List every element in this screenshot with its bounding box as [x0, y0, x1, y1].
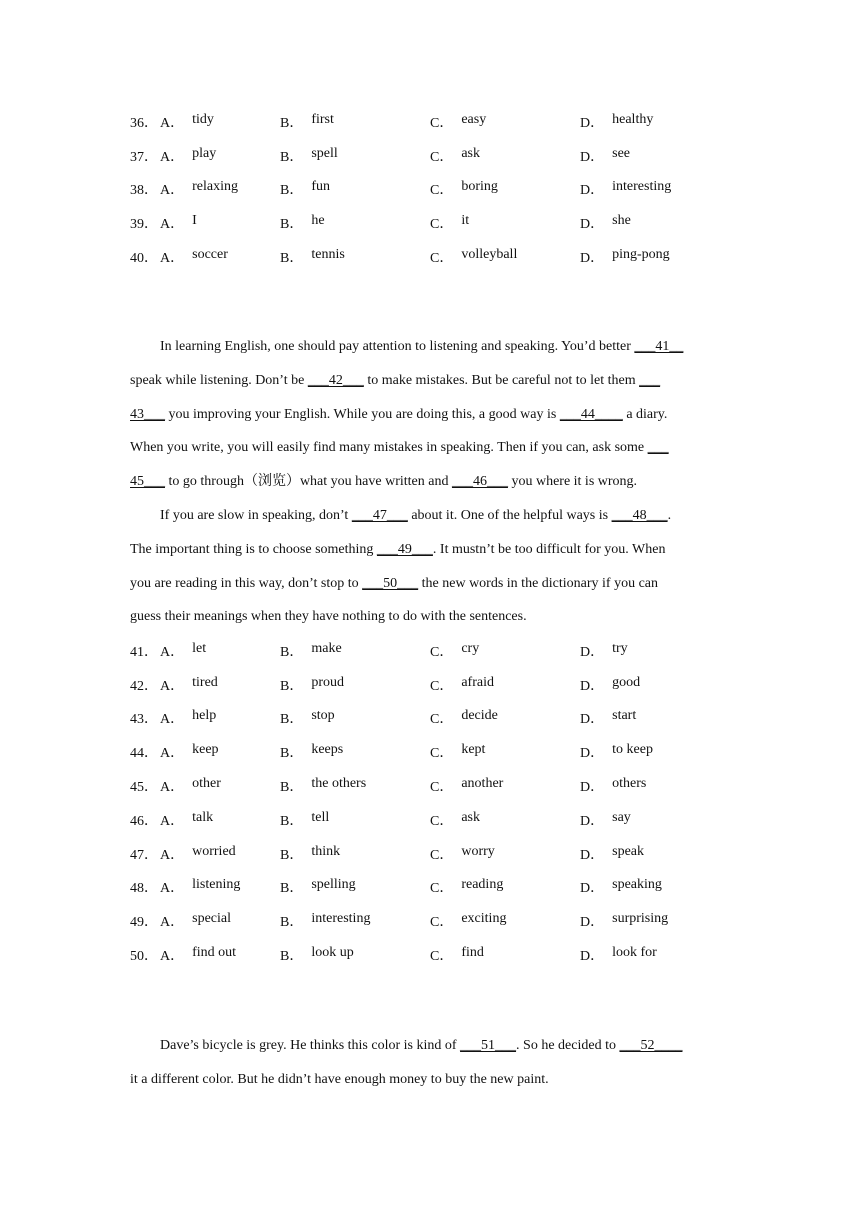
passage-line	[130, 398, 730, 432]
option-c	[430, 213, 580, 233]
option-text: find	[461, 945, 484, 961]
option-text: other	[192, 776, 221, 792]
question-row	[130, 735, 730, 769]
option-letter: C．	[430, 847, 454, 863]
blank-43-start: ___	[639, 372, 661, 388]
passage-text: If you are slow in speaking, don’t	[160, 507, 352, 523]
option-c	[430, 146, 580, 166]
option-letter: A．	[160, 949, 185, 965]
option-text: I	[192, 213, 197, 229]
passage-text: The important thing is to choose something	[130, 541, 377, 557]
question-number: 40．	[130, 251, 158, 267]
option-letter: A．	[160, 115, 185, 131]
option-letter: A．	[160, 780, 185, 796]
option-a	[160, 247, 280, 267]
option-b	[280, 877, 430, 897]
option-text: tennis	[311, 247, 345, 263]
option-d	[580, 641, 730, 661]
option-a	[160, 776, 280, 796]
option-c	[430, 844, 580, 864]
option-text: help	[192, 708, 217, 724]
option-letter: D．	[580, 149, 605, 165]
passage-3	[130, 1029, 730, 1097]
option-letter: C．	[430, 644, 454, 660]
option-text: listening	[192, 877, 241, 893]
question-number: 49．	[130, 915, 158, 931]
question-number: 44．	[130, 746, 158, 762]
option-text: good	[612, 674, 641, 690]
option-letter: D．	[580, 712, 605, 728]
option-text: keeps	[311, 742, 344, 758]
option-c	[430, 708, 580, 728]
passage-line	[130, 567, 730, 601]
option-letter: C．	[430, 881, 454, 897]
question-number: 50．	[130, 949, 158, 965]
option-b	[280, 675, 430, 695]
option-letter: A．	[160, 149, 185, 165]
option-d	[580, 945, 730, 965]
option-d	[580, 179, 730, 199]
option-letter: A．	[160, 847, 185, 863]
option-a	[160, 675, 280, 695]
option-text: ask	[461, 145, 481, 161]
option-a	[160, 945, 280, 965]
option-text: another	[461, 776, 504, 792]
option-d	[580, 877, 730, 897]
option-d	[580, 675, 730, 695]
option-letter: A．	[160, 746, 185, 762]
question-row	[130, 904, 730, 938]
option-b	[280, 810, 430, 830]
option-text: keep	[192, 742, 219, 758]
option-c	[430, 247, 580, 267]
question-row	[130, 871, 730, 905]
blank-45-start: ___	[647, 440, 669, 456]
passage-text: the new words in the dictionary if you can	[418, 575, 659, 591]
question-number: 36．	[130, 115, 158, 131]
passage-text: . It mustn’t be too difficult for you. When	[432, 541, 666, 557]
option-text: exciting	[461, 911, 507, 927]
option-text: kept	[461, 742, 486, 758]
option-d	[580, 146, 730, 166]
passage-text: speak while listening. Don’t be	[130, 372, 308, 388]
blank-45: 45___	[130, 474, 165, 490]
option-text: cry	[461, 640, 480, 656]
option-text: healthy	[612, 111, 654, 127]
question-row	[130, 240, 730, 274]
option-b	[280, 776, 430, 796]
option-text: look up	[311, 945, 354, 961]
option-letter: B．	[280, 149, 304, 165]
question-row	[130, 837, 730, 871]
question-row	[130, 803, 730, 837]
option-letter: B．	[280, 949, 304, 965]
option-letter: D．	[580, 915, 605, 931]
passage-2	[130, 330, 730, 634]
passage-text: about it. One of the helpful ways is	[407, 507, 612, 523]
option-d	[580, 844, 730, 864]
option-letter: C．	[430, 746, 454, 762]
blank-43: 43___	[130, 406, 165, 422]
passage-line	[130, 1063, 730, 1097]
option-text: play	[192, 145, 217, 161]
question-number: 43．	[130, 712, 158, 728]
passage-text: In learning English, one should pay attention to listening and speaking. You’d better	[160, 339, 635, 354]
option-c	[430, 112, 580, 132]
question-row	[130, 938, 730, 972]
option-text: easy	[461, 111, 487, 127]
option-c	[430, 742, 580, 762]
passage-line	[130, 600, 730, 634]
option-text: talk	[192, 809, 214, 825]
option-letter: D．	[580, 644, 605, 660]
option-letter: B．	[280, 115, 304, 131]
option-letter: B．	[280, 678, 304, 694]
option-b	[280, 247, 430, 267]
blank-48: ___48___	[611, 507, 668, 523]
option-text: start	[612, 708, 637, 724]
option-text: afraid	[461, 674, 494, 690]
option-text: make	[311, 640, 342, 656]
passage-text: it a different color. But he didn’t have enough money to buy the new paint.	[130, 1071, 549, 1087]
option-text: to keep	[612, 742, 653, 758]
passage-text: . So he decided to	[516, 1038, 620, 1053]
option-text: fun	[311, 179, 331, 195]
option-a	[160, 877, 280, 897]
option-text: interesting	[311, 911, 371, 927]
blank-46: ___46___	[451, 474, 508, 490]
passage-text: When you write, you will easily find many mistakes in speaking. Then if you can, ask some	[130, 440, 648, 456]
question-number: 48．	[130, 881, 158, 897]
option-b	[280, 179, 430, 199]
question-row	[130, 668, 730, 702]
option-letter: D．	[580, 183, 605, 199]
option-text: decide	[461, 708, 498, 724]
option-text: soccer	[192, 247, 228, 263]
options-41-50	[130, 634, 730, 972]
option-letter: C．	[430, 712, 454, 728]
option-text: worried	[192, 843, 236, 859]
option-b	[280, 742, 430, 762]
option-letter: A．	[160, 644, 185, 660]
option-letter: C．	[430, 813, 454, 829]
passage-text: you improving your English. While you are doing this, a good way is	[165, 406, 560, 422]
passage-text: guess their meanings when they have nothing to do with the sentences.	[130, 609, 527, 625]
option-a	[160, 844, 280, 864]
option-text: speaking	[612, 877, 662, 893]
option-a	[160, 112, 280, 132]
option-a	[160, 641, 280, 661]
question-number: 46．	[130, 813, 158, 829]
option-letter: D．	[580, 780, 605, 796]
option-a	[160, 708, 280, 728]
option-text: others	[612, 776, 647, 792]
passage-line	[130, 1029, 730, 1063]
question-number: 41．	[130, 644, 158, 660]
option-text: boring	[461, 179, 498, 195]
option-a	[160, 810, 280, 830]
option-c	[430, 945, 580, 965]
option-text: tell	[311, 809, 330, 825]
option-text: relaxing	[192, 179, 238, 195]
option-text: tired	[192, 674, 218, 690]
option-a	[160, 213, 280, 233]
option-letter: D．	[580, 115, 605, 131]
blank-44: ___44____	[559, 406, 623, 422]
option-b	[280, 844, 430, 864]
option-letter: A．	[160, 712, 185, 728]
option-d	[580, 247, 730, 267]
option-text: the others	[311, 776, 367, 792]
option-letter: B．	[280, 183, 304, 199]
option-letter: A．	[160, 881, 185, 897]
option-letter: C．	[430, 149, 454, 165]
option-text: ask	[461, 809, 481, 825]
question-number: 45．	[130, 780, 158, 796]
option-text: worry	[461, 843, 495, 859]
question-row	[130, 105, 730, 139]
option-b	[280, 112, 430, 132]
blank-52: ___52____	[619, 1038, 683, 1053]
option-c	[430, 810, 580, 830]
option-b	[280, 945, 430, 965]
passage-line	[130, 330, 730, 364]
option-text: spell	[311, 145, 338, 161]
option-letter: C．	[430, 949, 454, 965]
option-letter: B．	[280, 780, 304, 796]
option-letter: B．	[280, 813, 304, 829]
option-letter: D．	[580, 251, 605, 267]
blank-49: ___49___	[376, 541, 433, 557]
option-c	[430, 641, 580, 661]
option-d	[580, 911, 730, 931]
blank-47: ___47___	[351, 507, 408, 523]
option-letter: D．	[580, 881, 605, 897]
option-text: think	[311, 843, 341, 859]
option-text: proud	[311, 674, 345, 690]
question-number: 39．	[130, 217, 158, 233]
option-letter: D．	[580, 746, 605, 762]
option-text: tidy	[192, 111, 214, 127]
option-letter: A．	[160, 183, 185, 199]
option-letter: A．	[160, 217, 185, 233]
passage-text: to go through（浏览）what you have written and	[165, 474, 452, 490]
option-b	[280, 146, 430, 166]
option-text: surprising	[612, 911, 669, 927]
option-a	[160, 911, 280, 931]
passage-text: .	[667, 507, 672, 523]
option-a	[160, 146, 280, 166]
option-c	[430, 675, 580, 695]
option-text: find out	[192, 945, 237, 961]
blank-42: ___42___	[307, 372, 364, 388]
option-b	[280, 213, 430, 233]
option-b	[280, 641, 430, 661]
option-letter: C．	[430, 115, 454, 131]
option-a	[160, 742, 280, 762]
option-letter: B．	[280, 847, 304, 863]
passage-line	[130, 465, 730, 499]
question-row	[130, 702, 730, 736]
option-text: stop	[311, 708, 335, 724]
question-row	[130, 769, 730, 803]
option-d	[580, 213, 730, 233]
option-letter: C．	[430, 217, 454, 233]
option-c	[430, 877, 580, 897]
question-number: 37．	[130, 149, 158, 165]
option-letter: B．	[280, 251, 304, 267]
passage-text: you are reading in this way, don’t stop to	[130, 575, 363, 591]
question-row	[130, 206, 730, 240]
option-letter: C．	[430, 678, 454, 694]
passage-line	[130, 364, 730, 398]
option-d	[580, 776, 730, 796]
option-letter: B．	[280, 881, 304, 897]
option-text: special	[192, 911, 231, 927]
passage-text: a diary.	[622, 406, 668, 422]
question-row	[130, 139, 730, 173]
option-text: try	[612, 640, 628, 656]
question-row	[130, 634, 730, 668]
option-text: speak	[612, 843, 645, 859]
option-c	[430, 776, 580, 796]
option-letter: D．	[580, 217, 605, 233]
option-letter: A．	[160, 813, 185, 829]
option-letter: B．	[280, 746, 304, 762]
blank-50: ___50___	[362, 575, 419, 591]
option-letter: B．	[280, 915, 304, 931]
options-36-40	[130, 105, 730, 274]
question-number: 38．	[130, 183, 158, 199]
option-text: reading	[461, 877, 504, 893]
option-letter: A．	[160, 915, 185, 931]
passage-line	[130, 533, 730, 567]
option-text: interesting	[612, 179, 672, 195]
option-d	[580, 810, 730, 830]
option-letter: B．	[280, 217, 304, 233]
option-text: he	[311, 213, 325, 229]
option-text: see	[612, 145, 631, 161]
option-b	[280, 911, 430, 931]
option-text: first	[311, 111, 334, 127]
option-b	[280, 708, 430, 728]
option-letter: B．	[280, 712, 304, 728]
option-text: it	[461, 213, 470, 229]
option-text: volleyball	[461, 247, 518, 263]
option-text: let	[192, 640, 207, 656]
option-letter: D．	[580, 949, 605, 965]
option-letter: C．	[430, 251, 454, 267]
question-number: 42．	[130, 678, 158, 694]
option-d	[580, 112, 730, 132]
passage-text: to make mistakes. But be careful not to let them	[363, 372, 640, 388]
option-letter: D．	[580, 813, 605, 829]
option-letter: A．	[160, 678, 185, 694]
option-text: ping-pong	[612, 247, 670, 263]
passage-text: you where it is wrong.	[507, 474, 638, 490]
option-a	[160, 179, 280, 199]
option-letter: C．	[430, 915, 454, 931]
blank-51: ___51___	[460, 1038, 517, 1053]
option-letter: B．	[280, 644, 304, 660]
question-row	[130, 173, 730, 207]
option-text: she	[612, 213, 631, 229]
option-text: spelling	[311, 877, 356, 893]
option-text: say	[612, 809, 631, 825]
passage-line	[130, 499, 730, 533]
question-number: 47．	[130, 847, 158, 863]
option-letter: D．	[580, 678, 605, 694]
passage-text: Dave’s bicycle is grey. He thinks this color is kind of	[160, 1038, 461, 1053]
option-c	[430, 911, 580, 931]
option-d	[580, 742, 730, 762]
option-text: look for	[612, 945, 657, 961]
option-letter: A．	[160, 251, 185, 267]
option-c	[430, 179, 580, 199]
option-letter: C．	[430, 780, 454, 796]
option-d	[580, 708, 730, 728]
blank-41: ___41__	[634, 339, 684, 354]
option-letter: D．	[580, 847, 605, 863]
passage-line	[130, 431, 730, 465]
option-letter: C．	[430, 183, 454, 199]
